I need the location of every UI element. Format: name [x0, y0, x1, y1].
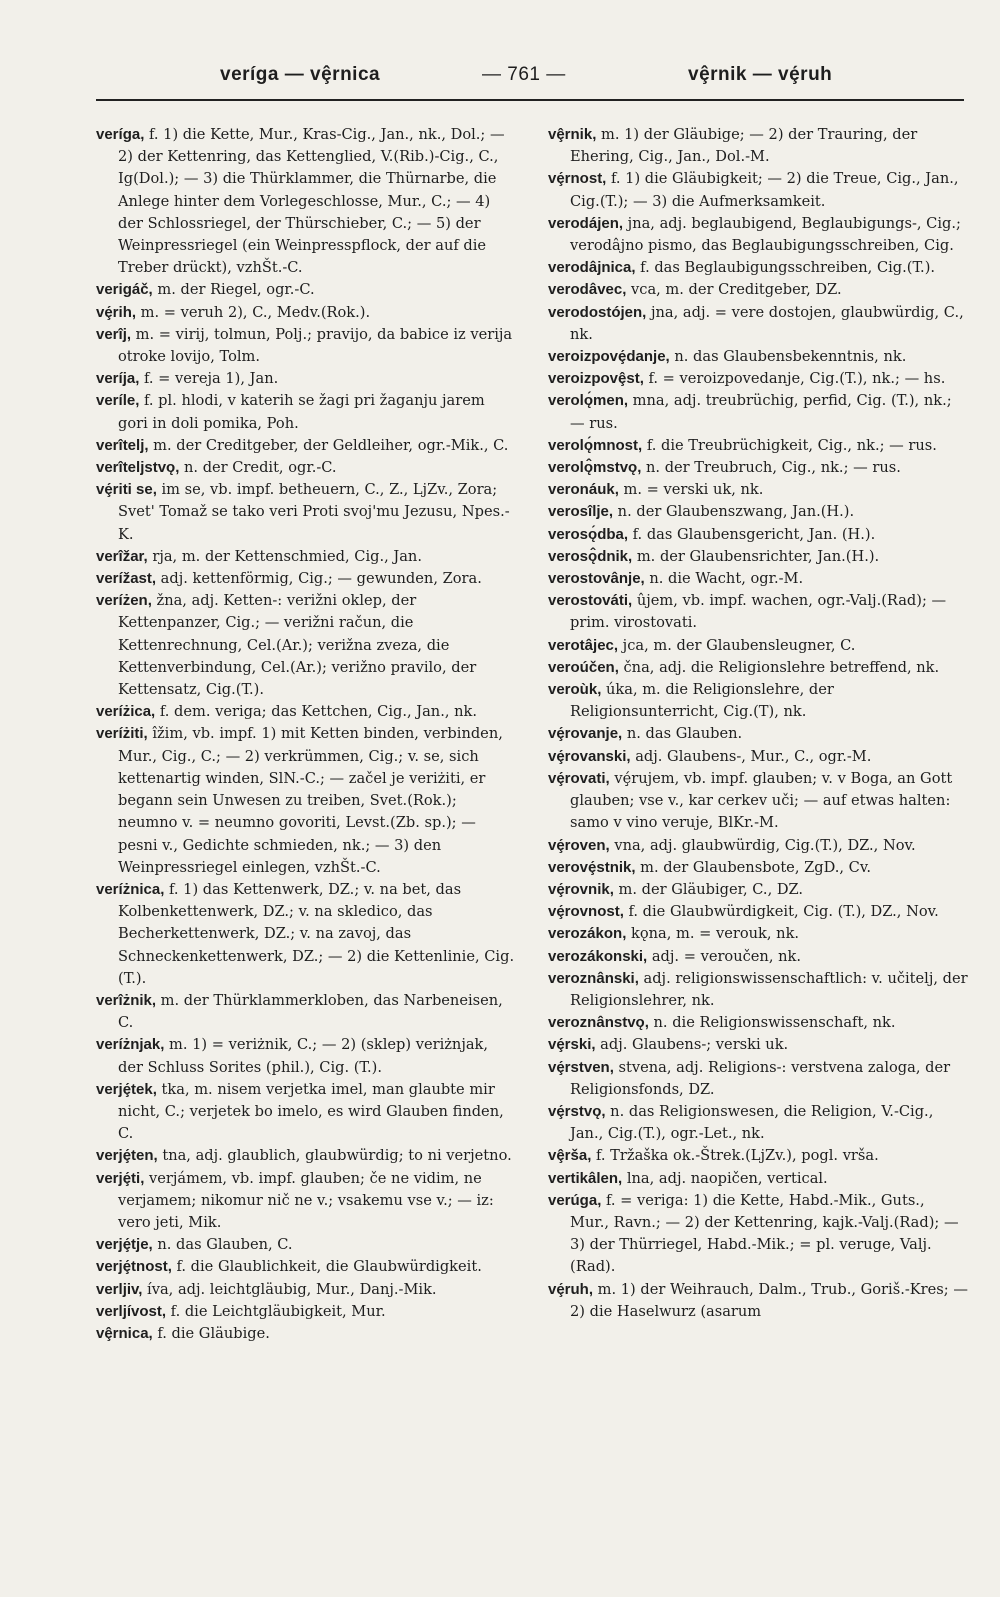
entry-definition: im se, vb. impf. betheuern, C., Z., LjZv., Zora; Svet' Tomaž se tako veri Proti svoj'mu Jezusu, Npes.-K.	[118, 481, 510, 543]
entry-definition: m. der Glaubensrichter, Jan.(H.).	[632, 547, 880, 565]
entry-definition: tna, adj. glaublich, glaubwürdig; to ni verjetno.	[157, 1147, 512, 1165]
dictionary-entry	[548, 901, 968, 923]
entry-definition: f. das Beglaubigungsschreiben, Cig.(T.).	[635, 259, 936, 277]
entry-definition: adj. kettenförmig, Cig.; — gewunden, Zora.	[156, 570, 482, 588]
entry-definition: n. die Religionswissenschaft, nk.	[648, 1014, 896, 1032]
dictionary-entry	[96, 1079, 516, 1146]
entry-definition: f. die Leichtgläubigkeit, Mur.	[166, 1302, 386, 1320]
dictionary-entry	[548, 1190, 968, 1279]
entry-headword: verížast,	[96, 570, 157, 588]
entry-definition: n. der Glaubenszwang, Jan.(H.).	[613, 503, 855, 521]
dictionary-entry	[548, 723, 968, 745]
dictionary-entry	[548, 124, 968, 168]
entry-definition: m. = virij, tolmun, Polj.; pravijo, da babice iz verija otroke lovijo, Tolm.	[118, 325, 513, 366]
dictionary-entry	[96, 1301, 516, 1323]
entry-headword: veroznânstvǫ,	[548, 1014, 649, 1032]
dictionary-entry	[96, 546, 516, 568]
entry-definition: f. = veriga: 1) die Kette, Habd.-Mik., Guts., Mur., Ravn.; — 2) der Kettenring, kajk.-Valj.(Rad); — 3) der Thürriegel, Habd.-Mik.; = pl. veruge, Valj.(Rad).	[570, 1191, 959, 1276]
dictionary-entry	[548, 279, 968, 301]
dictionary-entry	[548, 213, 968, 257]
header-rule	[96, 99, 964, 101]
entry-headword: vȩ́rnost,	[548, 170, 607, 188]
entry-headword: verostovânje,	[548, 570, 645, 588]
entry-headword: vȩ́rih,	[96, 303, 137, 321]
dictionary-entry	[548, 302, 968, 346]
entry-headword: vȩ́roven,	[548, 836, 610, 854]
entry-headword: veríga,	[96, 126, 145, 143]
entry-headword: verovȩ́stnik,	[548, 858, 636, 876]
entry-headword: verolǫ́mnost,	[548, 436, 643, 454]
entry-definition: m. = verski uk, nk.	[618, 481, 764, 499]
entry-definition: f. 1) die Kette, Mur., Kras-Cig., Jan., nk., Dol.; — 2) der Kettenring, das Kettenglied, V.(Rib.)-Cig., C., Ig(Dol.); — 3) die Thürklammer, die Thürnarbe, die Anlege hinter dem Vorlegeschlosse, Mur., C.; — 4) der Schlossriegel, der Thürschieber, C.; — 5) der Weinpressriegel (ein Weinpresspflock, der auf die Treber drückt), vzhŠt.-C.	[118, 126, 505, 277]
entry-headword: verúga,	[548, 1191, 602, 1209]
entry-definition: lna, adj. naopičen, vertical.	[622, 1169, 828, 1187]
entry-headword: verîj,	[96, 325, 132, 343]
entry-definition: stvena, adj. Religions-: verstvena zaloga, der Religionsfonds, DZ.	[570, 1058, 951, 1098]
entry-headword: vȩ́rstvǫ,	[548, 1102, 606, 1120]
entry-definition: n. das Religionswesen, die Religion, V.-Cig., Jan., Cig.(T.), ogr.-Let., nk.	[570, 1102, 934, 1143]
dictionary-entry	[548, 879, 968, 901]
entry-definition: mna, adj. treubrüchig, perfid, Cig. (T.), nk.; — rus.	[570, 392, 952, 432]
entry-headword: verolǫ̂mstvǫ,	[548, 459, 642, 477]
dictionary-entry	[548, 635, 968, 657]
entry-headword: verjȩ́ti,	[96, 1169, 145, 1187]
entry-definition: rja, m. der Kettenschmied, Cig., Jan.	[147, 547, 422, 565]
dictionary-entry	[96, 1168, 516, 1235]
entry-definition: n. der Credit, ogr.-C.	[179, 459, 337, 477]
entry-definition: f. 1) das Kettenwerk, DZ.; v. na bet, das Kolbenkettenwerk, DZ.; v. na skledico, das Becherkettenwerk, DZ.; v. na zavoj, das Schneckenkettenwerk, DZ.; — 2) die Kettenlinie, Cig.(T.).	[118, 880, 515, 987]
dictionary-entry	[548, 590, 968, 634]
right-column	[548, 124, 968, 1323]
entry-headword: veroúčen,	[548, 658, 619, 676]
entry-definition: f. 1) die Gläubigkeit; — 2) die Treue, Cig., Jan., Cig.(T.); — 3) die Aufmerksamkeit.	[570, 170, 959, 210]
entry-definition: f. dem. veriga; das Kettchen, Cig., Jan., nk.	[155, 703, 478, 721]
page-number: — 761 —	[482, 64, 566, 85]
entry-headword: verosǫ̂dnik,	[548, 547, 633, 565]
entry-definition: f. die Glaubwürdigkeit, Cig. (T.), DZ., Nov.	[623, 903, 939, 921]
dictionary-entry	[548, 946, 968, 968]
entry-headword: verosǫ́dba,	[548, 525, 629, 543]
entry-definition: n. das Glaubensbekenntnis, nk.	[669, 348, 907, 366]
entry-definition: n. der Treubruch, Cig., nk.; — rus.	[641, 459, 901, 477]
dictionary-entry	[548, 1057, 968, 1101]
entry-headword: verjȩ́tje,	[96, 1236, 153, 1254]
dictionary-entry	[548, 479, 968, 501]
entry-definition: íva, adj. leichtgläubig, Mur., Danj.-Mik.	[142, 1280, 437, 1298]
entry-definition: ûjem, vb. impf. wachen, ogr.-Valj.(Rad); — prim. virostovati.	[570, 592, 947, 632]
entry-definition: m. der Creditgeber, der Geldleiher, ogr.-Mik., C.	[148, 436, 509, 454]
entry-headword: verotâjec,	[548, 636, 619, 654]
entry-headword: vȩ́ruh,	[548, 1280, 594, 1298]
entry-definition: jca, m. der Glaubensleugner, C.	[618, 636, 856, 654]
entry-definition: m. 1) der Weihrauch, Dalm., Trub., Goriš.-Kres; — 2) die Haselwurz (asarum	[570, 1280, 968, 1320]
entry-headword: verozákonski,	[548, 947, 648, 965]
dictionary-entry	[96, 1256, 516, 1278]
dictionary-entry	[548, 1168, 968, 1190]
dictionary-entry	[96, 1323, 516, 1345]
dictionary-entry	[548, 657, 968, 679]
entry-headword: verljívost,	[96, 1302, 167, 1320]
entry-headword: veronáuk,	[548, 481, 619, 499]
dictionary-entry	[548, 857, 968, 879]
entry-headword: vȩ́rovanski,	[548, 747, 631, 765]
entry-headword: verîteljstvǫ,	[96, 459, 180, 477]
entry-definition: verjámem, vb. impf. glauben; če ne vidim, ne verjamem; nikomur nič ne v.; vsakemu vse v.; — iz: vero jeti, Mik.	[118, 1169, 494, 1231]
dictionary-entry	[96, 368, 516, 390]
dictionary-entry	[96, 568, 516, 590]
dictionary-entry	[96, 302, 516, 324]
entry-headword: verjȩ́tnost,	[96, 1258, 172, 1276]
entry-headword: vȩ́rski,	[548, 1036, 596, 1054]
dictionary-entry	[548, 168, 968, 212]
entry-definition: m. 1) = veriżnik, C.; — 2) (sklep) veriżnjak, der Schluss Sorites (phil.), Cig. (T.).	[118, 1036, 489, 1076]
entry-definition: adj. = veroučen, nk.	[647, 947, 801, 965]
entry-definition: jna, adj. = vere dostojen, glaubwürdig, C., nk.	[570, 303, 964, 343]
entry-headword: veríżen,	[96, 592, 152, 610]
dictionary-entry	[96, 1145, 516, 1167]
entry-definition: f. = vereja 1), Jan.	[139, 370, 279, 388]
dictionary-entry	[96, 723, 516, 878]
entry-headword: vȩ́rstven,	[548, 1058, 614, 1076]
dictionary-entry	[96, 479, 516, 546]
dictionary-entry	[548, 368, 968, 390]
dictionary-entry	[96, 324, 516, 368]
dictionary-entry	[548, 346, 968, 368]
dictionary-entry	[548, 1012, 968, 1034]
entry-definition: úka, m. die Religionslehre, der Religionsunterricht, Cig.(T), nk.	[570, 681, 834, 721]
entry-headword: verolǫ́men,	[548, 392, 629, 410]
entry-definition: f. die Glaublichkeit, die Glaubwürdigkeit.	[171, 1258, 482, 1276]
dictionary-entry	[548, 546, 968, 568]
dictionary-entry	[96, 701, 516, 723]
entry-headword: veroùk,	[548, 681, 602, 699]
entry-definition: f. das Glaubensgericht, Jan. (H.).	[628, 525, 876, 543]
dictionary-entry	[96, 1234, 516, 1256]
entry-definition: vna, adj. glaubwürdig, Cig.(T.), DZ., Nov.	[609, 836, 916, 854]
entry-definition: adj. religionswissenschaftlich: v. učitelj, der Religionslehrer, nk.	[570, 969, 968, 1009]
entry-headword: veríżiti,	[96, 725, 148, 743]
dictionary-entry	[96, 279, 516, 301]
entry-definition: n. das Glauben.	[622, 725, 743, 743]
entry-definition: n. das Glauben, C.	[152, 1236, 293, 1254]
entry-definition: jna, adj. beglaubigend, Beglaubigungs-, Cig.; verodâjno pismo, das Beglaubigungsschreiben, Cig.	[570, 214, 961, 255]
running-header	[96, 64, 964, 92]
dictionary-entry	[96, 390, 516, 434]
dictionary-entry	[96, 124, 516, 279]
entry-headword: verjȩ́tek,	[96, 1080, 157, 1098]
entry-definition: kǫna, m. = verouk, nk.	[626, 925, 800, 943]
dictionary-entry	[96, 879, 516, 990]
entry-headword: verozákon,	[548, 925, 627, 943]
dictionary-entry	[548, 679, 968, 723]
header-left-guide-words: veríga — vȩ̂rnica	[220, 64, 381, 85]
dictionary-entry	[96, 1279, 516, 1301]
dictionary-entry	[548, 1101, 968, 1145]
entry-definition: m. = veruh 2), C., Medv.(Rok.).	[136, 303, 371, 321]
dictionary-entry	[548, 923, 968, 945]
entry-definition: f. = veroizpovedanje, Cig.(T.), nk.; — hs.	[643, 370, 946, 388]
entry-headword: verîtelj,	[96, 436, 149, 454]
entry-headword: veríżnjak,	[96, 1036, 165, 1054]
entry-headword: verodâjnica,	[548, 259, 636, 277]
dictionary-entry	[548, 768, 968, 835]
entry-definition: vȩ́rujem, vb. impf. glauben; v. v Boga, an Gott glauben; vse v., kar cerkev uči; — auf etwas halten: samo v vino veruje, BlKr.-M.	[570, 769, 953, 832]
entry-headword: veroizpovȩ́danje,	[548, 348, 670, 366]
entry-headword: verodájen,	[548, 214, 624, 232]
left-column	[96, 124, 516, 1345]
entry-headword: verîžar,	[96, 547, 148, 565]
entry-definition: m. der Glaubensbote, ZgD., Cv.	[635, 858, 871, 876]
entry-headword: veroznânski,	[548, 969, 639, 987]
entry-headword: vȩ̂rša,	[548, 1147, 592, 1165]
dictionary-entry	[96, 457, 516, 479]
dictionary-entry	[548, 1034, 968, 1056]
entry-definition: adj. Glaubens-; verski uk.	[595, 1036, 789, 1054]
entry-definition: žna, adj. Ketten-: verižni oklep, der Kettenpanzer, Cig.; — verižni račun, die Kettenrechnung, Cel.(Ar.); verižna zveza, die Kettenverbindung, Cel.(Ar.); verižno pravilo, der Kettensatz, Cig.(T.).	[118, 592, 477, 699]
entry-headword: vȩ́riti se,	[96, 481, 157, 499]
entry-headword: vȩ̂rnica,	[96, 1324, 153, 1342]
entry-headword: verljiv,	[96, 1280, 143, 1298]
entry-headword: verodostójen,	[548, 303, 647, 321]
dictionary-entry	[548, 435, 968, 457]
entry-headword: verosîlje,	[548, 503, 614, 521]
entry-definition: f. die Gläubige.	[152, 1324, 270, 1342]
entry-headword: verostováti,	[548, 592, 633, 610]
entry-headword: vȩ́rovnik,	[548, 880, 614, 898]
entry-headword: veríżica,	[96, 703, 156, 721]
entry-definition: m. der Gläubiger, C., DZ.	[613, 880, 804, 898]
dictionary-entry	[96, 435, 516, 457]
entry-definition: adj. Glaubens-, Mur., C., ogr.-M.	[630, 747, 872, 765]
entry-definition: čna, adj. die Religionslehre betreffend, nk.	[618, 658, 940, 676]
entry-headword: vȩ́rovanje,	[548, 725, 623, 743]
dictionary-entry	[548, 968, 968, 1012]
entry-headword: veroizpovȩ̂st,	[548, 370, 644, 388]
entry-definition: f. Tržaška ok.-Štrek.(LjZv.), pogl. vrša.	[591, 1147, 879, 1165]
dictionary-entry	[548, 746, 968, 768]
dictionary-entry	[548, 1145, 968, 1167]
entry-definition: f. die Treubrüchigkeit, Cig., nk.; — rus.	[642, 436, 937, 454]
entry-definition: m. der Riegel, ogr.-C.	[152, 281, 315, 299]
dictionary-entry	[548, 524, 968, 546]
entry-definition: n. die Wacht, ogr.-M.	[644, 570, 804, 588]
entry-headword: veríżnica,	[96, 880, 165, 898]
header-right-guide-words: vȩ̂rnik — vȩ́ruh	[688, 64, 833, 85]
entry-headword: verigáč,	[96, 281, 153, 299]
dictionary-entry	[96, 990, 516, 1034]
dictionary-entry	[548, 1279, 968, 1323]
entry-definition: m. 1) der Gläubige; — 2) der Trauring, der Ehering, Cig., Jan., Dol.-M.	[570, 126, 918, 166]
entry-definition: m. der Thürklammerkloben, das Narbeneisen, C.	[118, 991, 503, 1032]
dictionary-entry	[548, 501, 968, 523]
entry-definition: f. pl. hlodi, v katerih se žagi pri žaganju jarem gori in doli pomika, Poh.	[118, 392, 485, 432]
dictionary-entry	[96, 590, 516, 701]
entry-definition: tka, m. nisem verjetka imel, man glaubte mir nicht, C.; verjetek bo imelo, es wird Glauben finden, C.	[118, 1080, 504, 1143]
entry-headword: vȩ̂rnik,	[548, 126, 597, 143]
entry-headword: vȩ́rovati,	[548, 769, 610, 787]
dictionary-entry	[548, 390, 968, 434]
entry-headword: verjȩ́ten,	[96, 1147, 158, 1165]
entry-headword: veríja,	[96, 370, 140, 388]
entry-headword: veríle,	[96, 392, 140, 410]
entry-headword: vertikâlen,	[548, 1169, 623, 1187]
dictionary-entry	[548, 257, 968, 279]
dictionary-entry	[548, 568, 968, 590]
entry-definition: îžim, vb. impf. 1) mit Ketten binden, verbinden, Mur., Cig., C.; — 2) verkrümmen, Cig.; v. se, sich kettenartig winden, SlN.-C.; — začel je veriżiti, er begann sein Unwesen zu treiben, Svet.(Rok.); neumno v. = neumno govoriti, Levst.(Zb. sp.); — pesni v., Gedichte schmieden, nk.; — 3) den Weinpressriegel einlegen, vzhŠt.-C.	[118, 725, 503, 876]
entry-headword: vȩ́rovnost,	[548, 903, 624, 921]
dictionary-entry	[548, 835, 968, 857]
entry-headword: verodâvec,	[548, 281, 627, 299]
dictionary-entry	[96, 1034, 516, 1078]
entry-definition: vca, m. der Creditgeber, DZ.	[626, 281, 842, 299]
dictionary-entry	[548, 457, 968, 479]
entry-headword: verîżnik,	[96, 991, 157, 1009]
